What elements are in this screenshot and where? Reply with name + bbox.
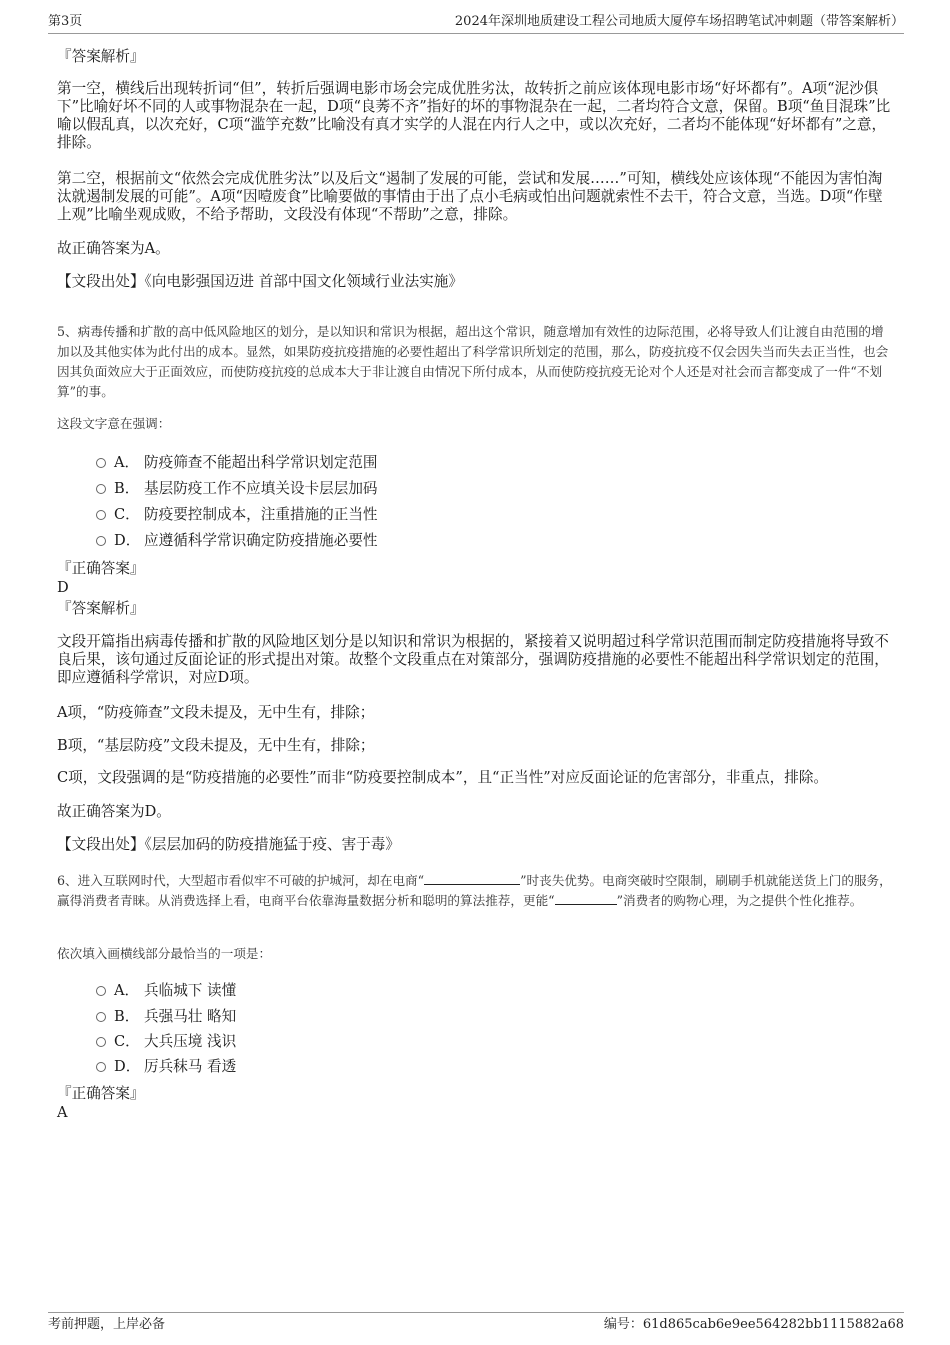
q5-analysis-para4: C项，文段强调的是“防疫措施的必要性”而非“防疫要控制成本”，且“正当性”对应反面论证的危害部分，非重点，排除。 — [57, 769, 829, 786]
q5-answer: D — [57, 579, 69, 596]
page-header — [48, 13, 904, 34]
q6-stem-part1: 6、进入互联网时代，大型超市看似牢不可破的护城河，却在电商“ — [57, 873, 425, 888]
option-text: 大兵压境 浅识 — [144, 1033, 237, 1050]
page-footer — [48, 1312, 904, 1337]
page-number: 第3页 — [48, 14, 83, 29]
q5-answer-label: 『正确答案』 — [57, 560, 145, 577]
q5-analysis-para3: B项，“基层防疫”文段未提及，无中生有，排除； — [57, 737, 375, 754]
option-text: 应遵循科学常识确定防疫措施必要性 — [144, 532, 378, 549]
radio-icon[interactable] — [96, 458, 106, 468]
radio-icon[interactable] — [96, 510, 106, 520]
option-text: 兵临城下 读懂 — [144, 982, 237, 999]
q4-analysis-label: 『答案解析』 — [57, 48, 145, 65]
q4-conclusion: 故正确答案为A。 — [57, 240, 170, 257]
option-letter: C． — [114, 1033, 140, 1050]
option-text: 基层防疫工作不应填关设卡层层加码 — [144, 480, 378, 497]
q6-stem — [57, 871, 895, 911]
radio-icon[interactable] — [96, 484, 106, 494]
option-text: 防疫筛查不能超出科学常识划定范围 — [144, 454, 378, 471]
radio-icon[interactable] — [96, 1062, 106, 1072]
option-letter: B． — [114, 480, 140, 497]
q5-prompt: 这段文字意在强调： — [57, 416, 171, 431]
option-letter: B． — [114, 1008, 140, 1025]
radio-icon[interactable] — [96, 986, 106, 996]
q5-analysis-para2: A项，“防疫筛查”文段未提及，无中生有，排除； — [57, 704, 375, 721]
option-letter: A． — [114, 454, 140, 471]
option-letter: C． — [114, 506, 140, 523]
radio-icon[interactable] — [96, 1012, 106, 1022]
footer-serial: 编号：61d865cab6e9ee564282bb1115882a68 — [603, 1317, 904, 1332]
q5-conclusion: 故正确答案为D。 — [57, 803, 171, 820]
radio-icon[interactable] — [96, 1037, 106, 1047]
option-letter: A． — [114, 982, 140, 999]
fill-blank-2 — [555, 891, 617, 905]
q6-stem-part2: ”时丧失优势。电商突破时空限制，刷刷手机就能送货上门的服务，赢得消费者青睐。从消费选择上看，电商平台依靠海量数据分析和聪明的算法推荐，更能“ — [57, 873, 892, 908]
q4-source: 【文段出处】《向电影强国迈进 首部中国文化领域行业法实施》 — [57, 273, 463, 290]
document-title: 2024年深圳地质建设工程公司地质大厦停车场招聘笔试冲刺题（带答案解析） — [454, 14, 904, 29]
option-letter: D． — [114, 532, 141, 549]
q6-stem-part3: ”消费者的购物心理，为之提供个性化推荐。 — [616, 893, 863, 908]
option-text: 防疫要控制成本，注重措施的正当性 — [144, 506, 378, 523]
q6-answer-label: 『正确答案』 — [57, 1085, 145, 1102]
footer-slogan: 考前押题，上岸必备 — [48, 1317, 166, 1332]
q5-analysis-label: 『答案解析』 — [57, 600, 145, 617]
option-text: 兵强马壮 略知 — [144, 1008, 237, 1025]
q5-stem: 5、病毒传播和扩散的高中低风险地区的划分，是以知识和常识为根据，超出这个常识，随意增加有效性的边际范围，必将导致人们让渡自由范围的增加以及其他实体为此付出的成本。显然，如果防疫抗疫措施的必要性超出了科学常识所划定的范围，那么，防疫抗疫不仅会因失当而失去正当性，也会因其负面效应大于正面效应，而使防疫抗疫的总成本大于非让渡自由情况下所付成本，从而使防疫抗疫无论对个人还是对社会而言都变成了一件“不划算”的事。 — [57, 324, 889, 399]
q5-analysis-para1: 文段开篇指出病毒传播和扩散的风险地区划分是以知识和常识为根据的，紧接着又说明超过科学常识范围而制定防疫措施将导致不良后果，该句通过反面论证的形式提出对策。故整个文段重点在对策部分，强调防疫措施的必要性不能超出科学常识划定的范围，即应遵循科学常识，对应D项。 — [57, 633, 889, 686]
radio-icon[interactable] — [96, 536, 106, 546]
q6-prompt: 依次填入画横线部分最恰当的一项是： — [57, 946, 272, 961]
q4-analysis-para2: 第二空，根据前文“依然会完成优胜劣汰”以及后文“遏制了发展的可能，尝试和发展……”可知，横线处应该体现“不能因为害怕淘汰就遏制发展的可能”。A项“因噎废食”比喻要做的事情由于出了点小毛病或怕出问题就索性不去干，符合文意，当选。D项“作壁上观”比喻坐观成败，不给予帮助，文段没有体现“不帮助”之意，排除。 — [57, 170, 883, 223]
option-letter: D． — [114, 1058, 141, 1075]
fill-blank-1 — [424, 871, 520, 885]
option-text: 厉兵秣马 看透 — [144, 1058, 237, 1075]
q5-source: 【文段出处】《层层加码的防疫措施猛于疫、害于毒》 — [57, 836, 400, 853]
q6-answer: A — [57, 1104, 68, 1121]
q4-analysis-para1: 第一空，横线后出现转折词“但”，转折后强调电影市场会完成优胜劣汰，故转折之前应该体现电影市场“好坏都有”。A项“泥沙俱下”比喻好坏不同的人或事物混杂在一起，D项“良莠不齐”指好的坏的事物混杂在一起，二者均符合文意，保留。B项“鱼目混珠”比喻以假乱真，以次充好，C项“滥竽充数”比喻没有真才实学的人混在内行人之中，或以次充好，二者均不能体现“好坏都有”之意，排除。 — [57, 80, 891, 151]
